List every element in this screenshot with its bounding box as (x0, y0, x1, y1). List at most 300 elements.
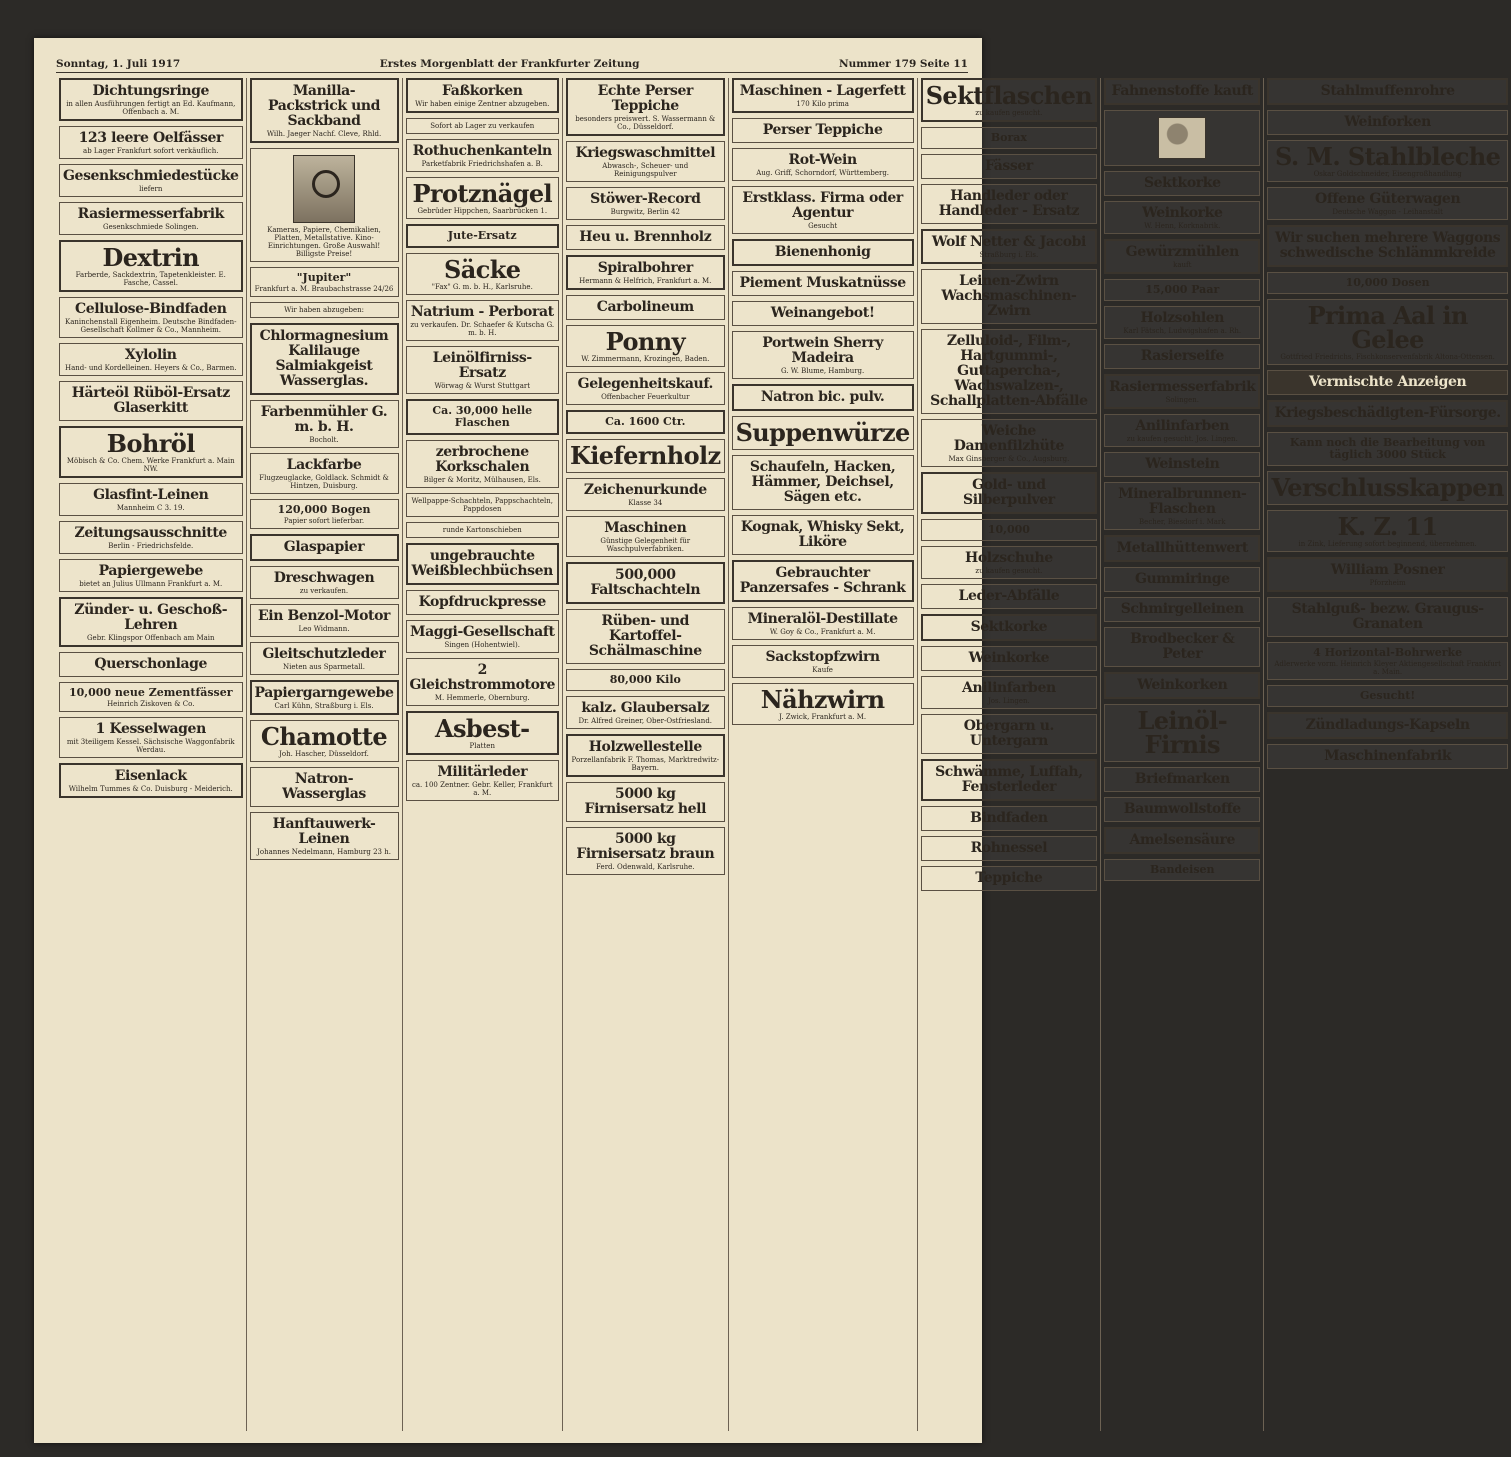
ad-headline: Natron-Wasserglas (282, 771, 366, 802)
ad-text: in Zink, Lieferung sofort beginnend, übernehmen. (1298, 540, 1477, 548)
ad-text: W. Henn, Korknabrik. (1144, 222, 1221, 230)
advertisement (732, 271, 914, 296)
ad-headline: Kiefernholz (570, 441, 721, 470)
advertisement (1267, 471, 1507, 505)
advertisement (566, 669, 725, 691)
column-8 (1263, 78, 1510, 1431)
ad-headline: Weinforken (1344, 114, 1431, 130)
advertisement (732, 384, 914, 411)
advertisement (732, 416, 914, 450)
ad-headline: 4 Horizontal-Bohrwerke (1313, 646, 1463, 659)
advertisement (921, 546, 1097, 579)
ad-text: Kaninchenstall Eigenheim. Deutsche Bindfaden-Gesellschaft Kollmer & Co., Mannheim. (64, 318, 237, 334)
ad-text: Frankfurt a. M. Braubachstrasse 24/26 (254, 285, 394, 293)
ad-text: Farberde, Sackdextrin, Tapetenkleister. E. Fasche, Cassel. (75, 271, 226, 287)
advertisement (59, 717, 243, 758)
ad-text: Johannes Nedelmann, Hamburg 23 h. (257, 848, 391, 856)
advertisement (566, 187, 725, 220)
ad-text: runde Kartonschieben (442, 526, 522, 534)
ad-headline: Militärleder (437, 764, 528, 780)
ad-headline: Bindfaden (970, 810, 1048, 826)
ad-headline: Bandeisen (1150, 863, 1215, 876)
ad-headline: Kann noch die Bearbeitung von täglich 3000 Stück (1289, 436, 1486, 461)
ad-text: zu verkaufen. Dr. Schaefer & Kutscha G. m. b. H. (410, 321, 555, 337)
ad-headline: ungebrauchte Weißblechbüchsen (411, 548, 553, 579)
ad-text: Platten (469, 742, 495, 750)
advertisement (732, 560, 914, 602)
advertisement (921, 836, 1097, 861)
advertisement (566, 696, 725, 729)
ad-headline: Anilinfarben (1135, 418, 1230, 434)
ad-headline: Weinstein (1145, 456, 1220, 472)
ad-headline: Bohröl (106, 429, 195, 458)
advertisement (1104, 482, 1260, 530)
ad-headline: Maschinen (604, 520, 687, 536)
ad-headline: Schwämme, Luffah, Fensterleder (935, 764, 1083, 795)
advertisement (732, 683, 914, 725)
advertisement (1267, 140, 1507, 182)
advertisement (921, 614, 1097, 641)
advertisement (1104, 306, 1260, 339)
ad-headline: Verschlusskappen (1271, 473, 1504, 502)
ad-headline: zerbrochene Korkschalen (435, 444, 530, 475)
column-3 (402, 78, 563, 1431)
ad-headline: Leinen-Zwirn Wachsmaschinen-Zwirn (941, 273, 1077, 319)
ad-headline: Lackfarbe (286, 457, 362, 473)
advertisement (1104, 344, 1260, 369)
ad-headline: Cellulose-Bindfaden (74, 301, 227, 317)
column-5 (728, 78, 917, 1431)
advertisement (406, 118, 560, 134)
ad-text: ca. 100 Zentner. Gebr. Keller, Frankfurt a. M. (411, 781, 553, 797)
column-filler (732, 730, 914, 1431)
ad-headline: Anilinfarben (962, 680, 1056, 696)
advertisement (59, 78, 243, 121)
advertisement (1267, 187, 1507, 220)
ad-headline: Papiergarngewebe (254, 685, 394, 701)
ad-headline: Papiergewebe (98, 563, 203, 579)
ad-headline: Gelegenheitskauf. (577, 376, 713, 392)
ad-text: Hand- und Kordelleinen. Heyers & Co., Barmen. (64, 364, 237, 372)
ad-text: Dr. Alfred Greiner, Ober-Ostfriesland. (578, 717, 713, 725)
advertisement (1104, 859, 1260, 881)
advertisement (1267, 685, 1507, 707)
advertisement (250, 604, 399, 637)
ad-text: Becher, Biesdorf i. Mark (1139, 518, 1226, 526)
ad-text: Flugzeuglacke, Goldlack. Schmidt & Hintzen, Duisburg. (259, 474, 389, 490)
ad-headline: Glasfint-Leinen (93, 487, 209, 503)
advertisement (1267, 299, 1507, 365)
ad-text: Solingen. (1165, 396, 1199, 404)
advertisement (566, 478, 725, 511)
advertisement (406, 711, 560, 755)
advertisement (1267, 400, 1507, 427)
advertisement (921, 519, 1097, 541)
advertisement (59, 682, 243, 712)
ad-headline: "Jupiter" (296, 271, 352, 284)
advertisement (1104, 627, 1260, 667)
ad-headline: Rot-Wein (788, 152, 857, 168)
ad-text: Kameras, Papiere, Chemikalien, Platten, Metallstative. Kino-Einrichtungen. Große Auswahl! Billigste Preise! (267, 226, 381, 258)
advertisement (59, 597, 243, 647)
ad-text: Porzellanfabrik F. Thomas, Marktredwitz-Bayern. (571, 756, 720, 772)
ad-text: Möbisch & Co. Chem. Werke Frankfurt a. Main NW. (66, 457, 235, 473)
ad-text: liefern (139, 185, 163, 193)
ad-headline: Chlormagnesium Kalilauge Salmiakgeist Wasserglas. (259, 328, 389, 389)
header-title: Erstes Morgenblatt der Frankfurter Zeitung (379, 58, 640, 70)
advertisement (566, 734, 725, 777)
ad-headline: 80,000 Kilo (609, 673, 681, 686)
ad-headline: Maggi-Gesellschaft (410, 624, 555, 640)
advertisement (1104, 279, 1260, 301)
advertisement (566, 225, 725, 250)
ad-headline: Gesenkschmiedestücke (63, 168, 239, 184)
advertisement (59, 763, 243, 798)
ad-headline: 10,000 Dosen (1345, 276, 1430, 289)
ad-headline: Carbolineum (596, 299, 694, 315)
ad-headline: Fahnenstoffe kauft (1111, 83, 1253, 99)
ad-headline: Stöwer-Record (590, 191, 701, 207)
ad-headline: Xylolin (124, 347, 177, 363)
advertisement (1104, 535, 1260, 562)
advertisement (732, 186, 914, 234)
ad-text: kauft (1173, 261, 1192, 269)
ad-headline: Leinöl-Firnis (1137, 706, 1228, 759)
ad-headline: Weinkorke (1142, 205, 1223, 221)
advertisement (1267, 642, 1507, 680)
ad-headline: Sackstopfzwirn (765, 649, 880, 665)
advertisement (59, 521, 243, 554)
advertisement (732, 118, 914, 143)
advertisement (921, 329, 1097, 414)
ad-text: Mannheim C 3. 19. (116, 504, 185, 512)
ad-headline: Gesucht! (1360, 689, 1416, 702)
ad-headline: Maschinenfabrik (1324, 748, 1452, 764)
ad-headline: Schaufeln, Hacken, Hämmer, Deichsel, Sägen etc. (749, 459, 896, 505)
ad-headline: Weiche Damenfilzhüte (953, 423, 1065, 454)
advertisement (1104, 239, 1260, 274)
advertisement (406, 760, 560, 801)
advertisement (566, 255, 725, 290)
ad-headline: Briefmarken (1134, 771, 1230, 787)
page-header (56, 52, 968, 73)
advertisement (406, 177, 560, 219)
advertisement (921, 127, 1097, 149)
ad-headline: K. Z. 11 (1337, 512, 1438, 541)
ad-text: Jos. Lingen. (987, 697, 1030, 705)
ad-text: bietet an Julius Ullmann Frankfurt a. M. (79, 580, 223, 588)
advertisement (406, 658, 560, 706)
advertisement (250, 323, 399, 395)
ad-headline: Echte Perser Teppiche (597, 83, 693, 114)
advertisement (59, 343, 243, 376)
advertisement (921, 806, 1097, 831)
column-filler (250, 865, 399, 1431)
ad-headline: Nähzwirn (760, 685, 885, 714)
ad-headline: Leder-Abfälle (958, 588, 1060, 604)
ad-text: zu verkaufen. (299, 587, 349, 595)
ad-headline: Weinangebot! (770, 305, 875, 321)
column-filler (566, 880, 725, 1431)
ad-headline: Gewürzmühlen (1125, 244, 1239, 260)
ad-headline: Härteöl Rüböl-Ersatz Glaserkitt (71, 385, 230, 416)
ad-headline: Manilla-Packstrick und Sackband (267, 83, 381, 129)
header-page-number: Nummer 179 Seite 11 (839, 58, 968, 70)
advertisement (921, 646, 1097, 671)
column-2 (246, 78, 402, 1431)
ad-text: Ferd. Odenwald, Karlsruhe. (596, 863, 695, 871)
advertisement (59, 652, 243, 677)
ad-text: Joh. Hascher, Düsseldorf. (279, 750, 369, 758)
ad-headline: Rasiermesserfabrik (77, 206, 224, 222)
advertisement (250, 499, 399, 529)
advertisement (1104, 171, 1260, 196)
advertisement (566, 410, 725, 434)
ad-headline: Erstklass. Firma oder Agentur (742, 190, 903, 221)
ad-text: Leo Widmann. (298, 625, 350, 633)
ad-headline: Leinölfirniss-Ersatz (432, 350, 532, 381)
ad-headline: Prima Aal in Gelee (1307, 301, 1468, 354)
ad-text: Carl Kühn, Straßburg i. Els. (274, 702, 374, 710)
ad-headline: Asbest- (434, 714, 530, 743)
advertisement (566, 827, 725, 875)
ad-headline: Dichtungsringe (92, 83, 210, 99)
advertisement (732, 331, 914, 379)
ad-headline: Wolf Netter & Jacobi (931, 234, 1086, 250)
ad-text: mit 3teiligem Kessel. Sächsische Waggonfabrik Werdau. (66, 738, 235, 754)
advertisement (1267, 225, 1507, 267)
ad-headline: Eisenlack (114, 768, 187, 784)
ad-headline: Jute-Ersatz (447, 229, 517, 242)
ad-headline: Handleder oder Handleder - Ersatz (938, 188, 1080, 219)
ad-headline: S. M. Stahlbleche (1274, 142, 1501, 171)
ad-text: Gebrüder Hippchen, Saarbrücken 1. (417, 207, 548, 215)
ad-text: Max Ginsberger & Co., Augsburg. (948, 455, 1070, 463)
advertisement (406, 139, 560, 172)
advertisement (1267, 78, 1507, 105)
advertisement (406, 522, 560, 538)
ad-headline: Stahlmuffenrohre (1320, 83, 1455, 99)
camera-illustration (293, 155, 355, 223)
ad-text: Pforzheim (1369, 579, 1406, 587)
advertisement (1104, 567, 1260, 592)
advertisement (250, 267, 399, 297)
ad-headline: Chamotte (260, 722, 388, 751)
ad-headline: Perser Teppiche (762, 122, 883, 138)
advertisement (406, 224, 560, 248)
advertisement (921, 759, 1097, 801)
ad-headline: Mineralbrunnen-Flaschen (1118, 486, 1247, 517)
column-filler (59, 803, 243, 1431)
column-1 (56, 78, 246, 1431)
advertisement (1104, 414, 1260, 447)
ad-headline: Sektflaschen (925, 81, 1093, 110)
ad-headline: Zeichenurkunde (583, 482, 707, 498)
advertisement (1104, 672, 1260, 699)
advertisement (250, 767, 399, 807)
ad-text: in allen Ausführungen fertigt an Ed. Kaufmann, Offenbach a. M. (66, 100, 236, 116)
ad-text: Sofort ab Lager zu verkaufen (430, 122, 535, 130)
ad-headline: Säcke (444, 255, 521, 284)
advertisement (921, 419, 1097, 467)
advertisement (406, 590, 560, 615)
advertisement (1267, 432, 1507, 466)
ad-text: Nieten aus Sparmetall. (283, 663, 365, 671)
ad-text: Wilh. Jaeger Nachf. Cleve, Rhld. (266, 130, 382, 138)
advertisement (732, 301, 914, 326)
ad-headline: Rothuchenkanteln (412, 143, 552, 159)
ad-headline: Ca. 1600 Ctr. (605, 415, 686, 428)
ad-headline: 5000 kg Firnisersatz hell (584, 786, 707, 817)
ad-text: Burgwitz, Berlin 42 (610, 208, 680, 216)
ad-headline: Natrium - Perborat (410, 304, 554, 320)
ad-headline: Offene Güterwagen (1315, 191, 1461, 207)
ad-headline: Kriegsbeschädigten-Fürsorge. (1274, 405, 1501, 421)
ad-text: Wörwag & Wurst Stuttgart (434, 382, 531, 390)
advertisement (1104, 597, 1260, 622)
ad-text: W. Goy & Co., Frankfurt a. M. (769, 628, 876, 636)
advertisement (59, 126, 243, 159)
ad-headline: Piement Muskatnüsse (739, 275, 906, 291)
ad-headline: 5000 kg Firnisersatz braun (576, 831, 715, 862)
ad-headline: Holzwellestelle (588, 739, 702, 755)
ad-headline: Hanftauwerk-Leinen (272, 816, 376, 847)
advertisement (1267, 510, 1507, 552)
ad-headline: Wir suchen mehrere Waggons schwedische Schlämmkreide (1275, 230, 1501, 261)
advertisement (921, 472, 1097, 514)
advertisement (406, 543, 560, 585)
ad-headline: Holzsohlen (1140, 310, 1225, 326)
ad-headline: Stahlguß- bezw. Graugus-Granaten (1291, 601, 1484, 632)
ad-headline: 1 Kesselwagen (95, 721, 206, 737)
ad-text: zu kaufen gesucht. Jos. Lingen. (1126, 435, 1238, 443)
advertisement (250, 534, 399, 561)
ad-text: zu kaufen gesucht. (975, 567, 1043, 575)
ad-headline: Dextrin (102, 243, 199, 272)
ad-headline: Sektkorke (1143, 175, 1221, 191)
ad-headline: 10,000 (987, 523, 1030, 536)
ad-headline: Mineralöl-Destillate (747, 611, 898, 627)
advertisement (1267, 712, 1507, 739)
ad-headline: Sektkorke (970, 619, 1048, 635)
advertisement (250, 812, 399, 860)
ad-headline: Zündladungs-Kapseln (1305, 717, 1470, 733)
advertisement (59, 483, 243, 516)
advertisement (1104, 110, 1260, 166)
ad-headline: Bienenhonig (774, 244, 871, 260)
ad-text: G. W. Blume, Hamburg. (780, 367, 865, 375)
advertisement (1104, 78, 1260, 105)
advertisement (566, 562, 725, 604)
ad-text: Bilger & Moritz, Mülhausen, Els. (423, 476, 541, 484)
advertisement (250, 400, 399, 448)
ad-headline: Heu u. Brennholz (579, 229, 712, 245)
ad-headline: Kopfdruckpresse (418, 594, 546, 610)
ad-columns (56, 78, 1504, 1431)
ad-text: M. Hemmerle, Obernburg. (434, 694, 530, 702)
advertisement (250, 453, 399, 494)
advertisement (732, 455, 914, 510)
advertisement (250, 566, 399, 599)
advertisement (59, 381, 243, 421)
ad-text: Heinrich Ziskoven & Co. (107, 700, 195, 708)
advertisement (406, 346, 560, 394)
advertisement (566, 439, 725, 473)
ad-headline: Borax (990, 131, 1027, 144)
ad-headline: Amelsensäure (1129, 832, 1236, 848)
advertisement (566, 78, 725, 136)
ad-headline: Dreschwagen (273, 570, 375, 586)
advertisement (921, 714, 1097, 754)
ad-headline: kalz. Glaubersalz (581, 700, 710, 716)
advertisement (1267, 272, 1507, 294)
ad-text: zu kaufen gesucht. (975, 109, 1043, 117)
ad-headline: Ein Benzol-Motor (258, 608, 390, 624)
ad-text: J. Zwick, Frankfurt a. M. (779, 713, 867, 721)
advertisement (250, 720, 399, 762)
advertisement (1267, 110, 1507, 135)
ad-headline: Baumwollstoffe (1123, 801, 1241, 817)
advertisement (406, 253, 560, 295)
ad-headline: 10,000 neue Zementfässer (68, 686, 233, 699)
advertisement (59, 297, 243, 338)
ad-headline: Ponny (605, 327, 685, 356)
header-date: Sonntag, 1. Juli 1917 (56, 58, 181, 70)
advertisement (1104, 452, 1260, 477)
ad-text: Wir haben abzugeben: (284, 306, 364, 314)
ad-text: Deutsche Waggon - Leihanstalt (1332, 208, 1443, 216)
advertisement (921, 184, 1097, 224)
ad-text: Abwasch-, Scheuer- und Reinigungspulver (602, 162, 689, 178)
ad-text: Hermann & Helfrich, Frankfurt a. M. (579, 277, 712, 285)
ad-headline: Vermischte Anzeigen (1308, 374, 1467, 390)
ad-text: Oskar Goldschneider, Eisengroßhandlung (1313, 170, 1462, 178)
ad-headline: Spiralbohrer (597, 260, 693, 276)
ad-headline: Weinkorken (1137, 677, 1228, 693)
ad-text: Straßburg i. Els. (979, 251, 1039, 259)
advertisement (59, 426, 243, 478)
ad-text: Wellpappe-Schachteln, Pappschachteln, Pappdosen (411, 497, 553, 513)
advertisement (59, 240, 243, 292)
ad-text: Gottfried Friedrichs, Fischkonservenfabrik Altona-Ottensen. (1280, 353, 1495, 361)
ad-text: Wilhelm Tummes & Co. Duisburg - Meiderich. (68, 785, 233, 793)
ad-text: Klasse 34 (628, 499, 663, 507)
ad-text: Parketfabrik Friedrichshafen a. B. (421, 160, 543, 168)
ad-text: W. Zimmermann, Krozingen, Baden. (581, 355, 710, 363)
ad-text: "Fax" G. m. b. H., Karlsruhe. (431, 283, 533, 291)
ad-text: Karl Fätsch, Ludwigshafen a. Rh. (1123, 327, 1242, 335)
ad-headline: Suppenwürze (735, 418, 910, 447)
advertisement (566, 325, 725, 367)
ad-headline: Protznägel (412, 179, 553, 208)
ad-headline: 500,000 Faltschachteln (590, 567, 701, 598)
ad-headline: Rohnessel (970, 840, 1048, 856)
ad-headline: Gleitschutzleder (262, 646, 386, 662)
ad-text: Adlerwerke vorm. Heinrich Kleyer Aktiengesellschaft Frankfurt a. Main. (1274, 660, 1501, 676)
advertisement (921, 584, 1097, 609)
ad-headline: Ca. 30,000 helle Flaschen (432, 404, 533, 429)
ad-text: 170 Kilo prima (796, 100, 849, 108)
advertisement (1104, 797, 1260, 822)
advertisement (59, 202, 243, 235)
ad-headline: Weinkorke (968, 650, 1050, 666)
ad-text: Offenbacher Feuerkultur (601, 393, 690, 401)
advertisement (921, 78, 1097, 122)
ad-text: Gebr. Klingspor Offenbach am Main (86, 634, 215, 642)
ad-headline: Kriegswaschmittel (575, 145, 716, 161)
ad-headline: Metallhüttenwert (1116, 540, 1248, 556)
advertisement (406, 620, 560, 653)
